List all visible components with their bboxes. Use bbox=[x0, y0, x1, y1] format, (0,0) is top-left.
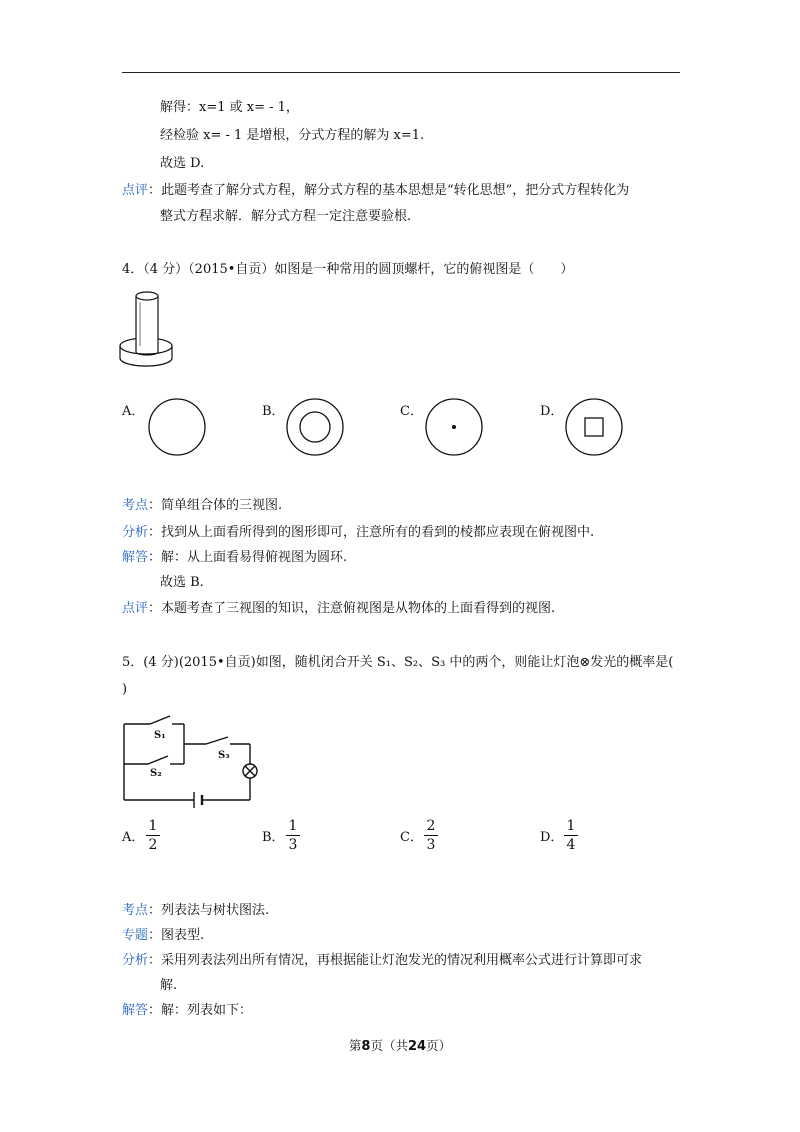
q5-option-d-label: D． bbox=[540, 830, 564, 845]
fraction-denominator: 3 bbox=[288, 837, 298, 853]
q5-fenxi-cont: 解. bbox=[160, 978, 178, 993]
q5-option-c-fraction bbox=[424, 818, 438, 853]
q4-stem: 4．（4 分）（2015•自贡）如图是一种常用的圆顶螺杆，它的俯视图是（ ） bbox=[122, 262, 574, 277]
fenxi-label: 分析 bbox=[122, 953, 149, 968]
fraction-numerator: 1 bbox=[288, 818, 298, 834]
comment-continuation: 整式方程求解．解分式方程一定注意要验根. bbox=[160, 209, 412, 224]
zhuanti-label: 专题 bbox=[122, 928, 149, 943]
q4-option-a-label: A． bbox=[122, 404, 145, 419]
fenxi-text: ：采用列表法列出所有情况，再根据能让灯泡发光的情况利用概率公式进行计算即可求 bbox=[148, 953, 643, 968]
q5-stem: 5．(4 分)(2015•自贡)如图，随机闭合开关 S₁、S₂、S₃ 中的两个，则能让灯泡⊗发光的概率是( bbox=[122, 655, 674, 670]
switch-s2-label: S₂ bbox=[150, 768, 162, 779]
q4-option-b-label: B． bbox=[262, 404, 285, 419]
page-footer bbox=[0, 1036, 800, 1054]
dianping-text: ：本题考查了三视图的知识，注意俯视图是从物体的上面看得到的视图. bbox=[148, 601, 556, 616]
circuit-diagram bbox=[122, 712, 267, 804]
q4-option-d-figure bbox=[565, 398, 623, 456]
jieda-label: 解答 bbox=[122, 550, 149, 565]
fraction-numerator: 1 bbox=[566, 818, 576, 834]
kaodian-label: 考点 bbox=[122, 498, 149, 513]
q4-fenxi bbox=[122, 521, 594, 540]
kaodian-text: ：列表法与树状图法. bbox=[148, 903, 270, 918]
q4-option-b-figure bbox=[286, 398, 344, 456]
q4-option-d-label: D． bbox=[540, 404, 564, 419]
fenxi-label: 分析 bbox=[122, 525, 149, 540]
q4-option-c-label: C． bbox=[400, 404, 423, 419]
kaodian-text: ：简单组合体的三视图. bbox=[148, 498, 283, 513]
switch-s3-label: S₃ bbox=[218, 750, 230, 761]
comment-line bbox=[122, 179, 629, 198]
page-total: 24 bbox=[407, 1039, 427, 1054]
jieda-text: ：解：从上面看易得俯视图为圆环. bbox=[148, 550, 348, 565]
footer-middle: 页（共 bbox=[370, 1038, 408, 1053]
solution-line: 解得：x=1 或 x= - 1， bbox=[160, 100, 299, 115]
q4-choose: 故选 B. bbox=[160, 575, 204, 590]
q5-fenxi bbox=[122, 949, 642, 968]
zhuanti-text: ：图表型. bbox=[148, 928, 205, 943]
answer-line: 故选 D. bbox=[160, 156, 205, 171]
comment-label: 点评 bbox=[122, 183, 149, 198]
q5-option-a-fraction bbox=[146, 818, 160, 853]
fraction-denominator: 4 bbox=[566, 837, 576, 853]
q4-dianping bbox=[122, 597, 555, 616]
comment-text: ：此题考查了解分式方程，解分式方程的基本思想是“转化思想”，把分式方程转化为 bbox=[148, 183, 630, 198]
bolt-figure bbox=[118, 288, 180, 378]
fraction-numerator: 2 bbox=[426, 818, 436, 834]
footer-suffix: 页） bbox=[426, 1038, 452, 1053]
jieda-label: 解答 bbox=[122, 1003, 149, 1018]
fenxi-text: ：找到从上面看所得到的图形即可，注意所有的看到的棱都应表现在俯视图中. bbox=[148, 525, 595, 540]
footer-prefix: 第 bbox=[348, 1038, 362, 1053]
page-number: 8 bbox=[361, 1039, 371, 1054]
fraction-numerator: 1 bbox=[148, 818, 158, 834]
q4-kaodian bbox=[122, 494, 282, 513]
jieda-text: ：解：列表如下： bbox=[148, 1003, 253, 1018]
q5-option-d-fraction bbox=[564, 818, 578, 853]
q5-option-b-fraction bbox=[286, 818, 300, 853]
q5-jieda bbox=[122, 999, 252, 1018]
q4-option-c-figure bbox=[425, 398, 483, 456]
q5-option-a-label: A． bbox=[122, 830, 145, 845]
q5-option-c-label: C． bbox=[400, 830, 423, 845]
dianping-label: 点评 bbox=[122, 601, 149, 616]
q4-option-a-figure bbox=[148, 398, 206, 456]
switch-s1-label: S₁ bbox=[154, 730, 166, 741]
fraction-denominator: 2 bbox=[148, 837, 158, 853]
check-line: 经检验 x= - 1 是增根，分式方程的解为 x=1. bbox=[160, 128, 425, 143]
fraction-denominator: 3 bbox=[426, 837, 436, 853]
kaodian-label: 考点 bbox=[122, 903, 149, 918]
q5-kaodian bbox=[122, 899, 269, 918]
q5-zhuanti bbox=[122, 924, 204, 943]
q5-stem-cont: ) bbox=[122, 682, 128, 697]
q5-option-b-label: B． bbox=[262, 830, 285, 845]
header-rule bbox=[122, 72, 680, 73]
q4-jieda bbox=[122, 546, 347, 565]
